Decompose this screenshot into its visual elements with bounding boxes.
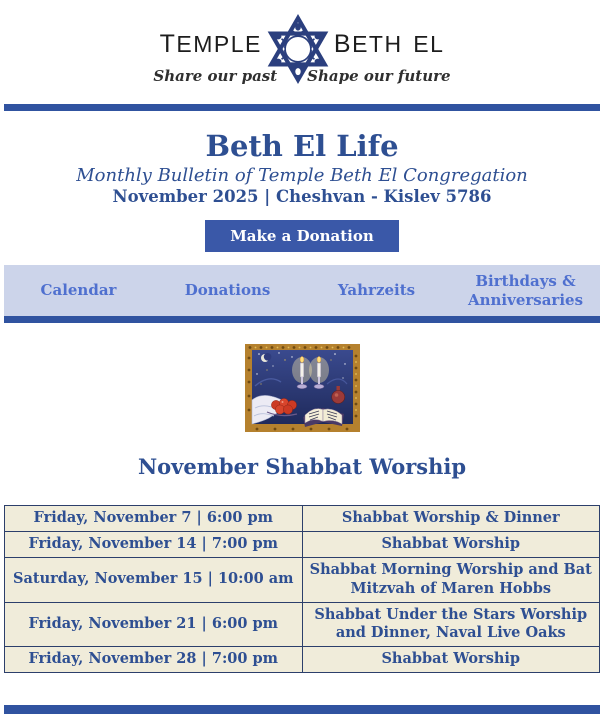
masthead: [0, 111, 604, 252]
logo-text-bethel: beth el: [333, 19, 445, 60]
logo-row: [0, 14, 604, 66]
shabbat-schedule: [4, 505, 600, 673]
schedule-event-cell: Shabbat Under the Stars Worship and Dinner, Naval Live Oaks: [302, 602, 600, 647]
schedule-event-cell: Shabbat Worship & Dinner: [302, 506, 600, 532]
schedule-datetime-cell: Friday, November 14 | 7:00 pm: [5, 532, 303, 558]
newsletter-dateline: November 2025 | Cheshvan - Kislev 5786: [112, 187, 492, 207]
tagline-shape-our-future: Shape our future: [307, 67, 451, 85]
divider-bar-middle: [4, 316, 600, 323]
schedule-datetime-cell: Saturday, November 15 | 10:00 am: [5, 557, 303, 602]
newsletter-title: Beth El Life: [205, 129, 399, 163]
newsletter-navbar: [4, 265, 600, 316]
tagline-share-our-past: Share our past: [153, 67, 278, 85]
nav-item-calendar[interactable]: Calendar: [40, 281, 117, 300]
table-row: [5, 647, 600, 673]
newsletter-subtitle: Monthly Bulletin of Temple Beth El Congregation: [76, 165, 528, 187]
schedule-event-cell: Shabbat Worship: [302, 532, 600, 558]
make-a-donation-button[interactable]: Make a Donation: [205, 220, 399, 252]
table-row: [5, 506, 600, 532]
logo-text-temple: temple: [159, 19, 262, 60]
table-row: [5, 532, 600, 558]
table-row: [5, 557, 600, 602]
schedule-event-cell: Shabbat Morning Worship and Bat Mitzvah of Maren Hobbs: [302, 557, 600, 602]
section-heading: November Shabbat Worship: [137, 454, 467, 480]
schedule-datetime-cell: Friday, November 28 | 7:00 pm: [5, 647, 303, 673]
divider-bar-bottom: [4, 705, 600, 714]
nav-item-yahrzeits[interactable]: Yahrzeits: [337, 281, 416, 300]
table-row: [5, 602, 600, 647]
schedule-event-cell: Shabbat Worship: [302, 647, 600, 673]
schedule-datetime-cell: Friday, November 7 | 6:00 pm: [5, 506, 303, 532]
nav-item-birthdays-anniversaries[interactable]: Birthdays & Anniversaries: [467, 271, 584, 309]
star-of-david-icon: [267, 14, 329, 84]
divider-bar-top: [4, 104, 600, 111]
shabbat-painting-image: [245, 344, 360, 432]
nav-item-donations[interactable]: Donations: [184, 281, 271, 300]
logo-header[interactable]: [0, 0, 604, 104]
schedule-datetime-cell: Friday, November 21 | 6:00 pm: [5, 602, 303, 647]
